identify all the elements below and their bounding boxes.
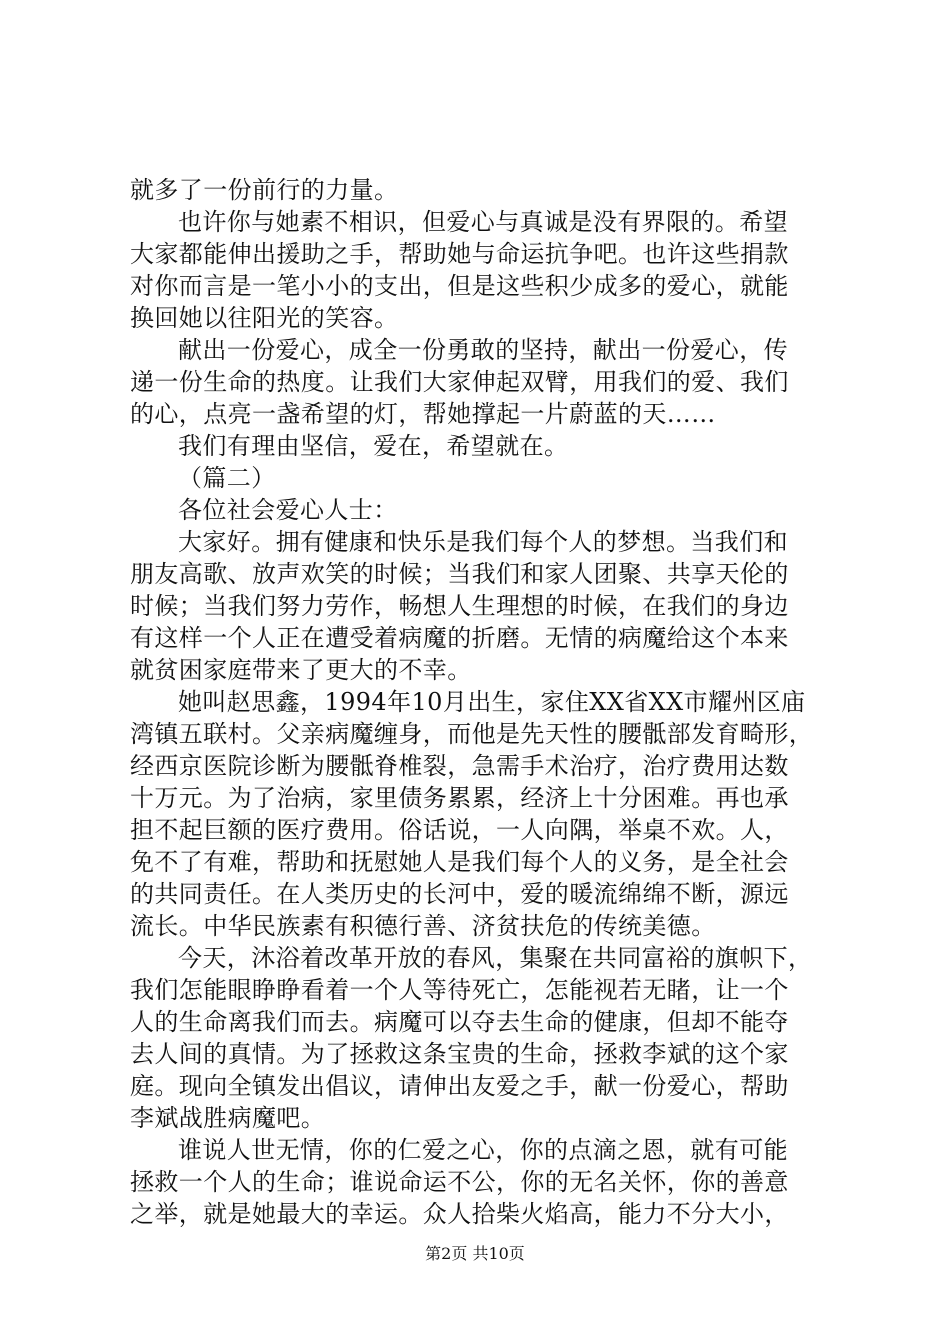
text-line: 我们怎能眼睁睁看着一个人等待死亡，怎能视若无睹，让一个	[130, 976, 789, 1004]
text-line: 湾镇五联村。父亲病魔缠身，而他是先天性的腰骶部发育畸形，	[130, 720, 814, 748]
text-line: 今天，沐浴着改革开放的春风，集聚在共同富裕的旗帜下，	[178, 944, 813, 972]
text-line: 去人间的真情。为了拯救这条宝贵的生命，拯救李斌的这个家	[130, 1040, 789, 1068]
text-line: 我们有理由坚信，爱在，希望就在。	[178, 432, 569, 460]
text-line: 时候；当我们努力劳作，畅想人生理想的时候，在我们的身边	[130, 592, 789, 620]
text-line: 的心，点亮一盏希望的灯，帮她撑起一片蔚蓝的天……	[130, 400, 716, 428]
text-line: 李斌战胜病魔吧。	[130, 1104, 326, 1132]
text-line: 的共同责任。在人类历史的长河中，爱的暖流绵绵不断，源远	[130, 880, 789, 908]
section-heading: （篇二）	[178, 464, 276, 492]
text-line: 换回她以往阳光的笑容。	[130, 304, 399, 332]
text-line: 之举，就是她最大的幸运。众人拾柴火焰高，能力不分大小，	[130, 1200, 789, 1228]
text-line: 有这样一个人正在遭受着病魔的折磨。无情的病魔给这个本来	[130, 624, 789, 652]
text-line: 谁说人世无情，你的仁爱之心，你的点滴之恩，就有可能	[178, 1136, 788, 1164]
text-line: 免不了有难，帮助和抚慰她人是我们每个人的义务，是全社会	[130, 848, 789, 876]
text-line: 大家好。拥有健康和快乐是我们每个人的梦想。当我们和	[178, 528, 788, 556]
text-line: 庭。现向全镇发出倡议，请伸出友爱之手，献一份爱心，帮助	[130, 1072, 789, 1100]
document-body	[130, 174, 832, 1230]
text-line: 对你而言是一笔小小的支出，但是这些积少成多的爱心，就能	[130, 272, 789, 300]
text-line: 也许你与她素不相识，但爱心与真诚是没有界限的。希望	[178, 208, 788, 236]
salutation: 各位社会爱心人士：	[178, 496, 398, 524]
text-line: 大家都能伸出援助之手，帮助她与命运抗争吧。也许这些捐款	[130, 240, 789, 268]
text-line: 递一份生命的热度。让我们大家伸起双臂，用我们的爱、我们	[130, 368, 789, 396]
text-line: 流长。中华民族素有积德行善、济贫扶危的传统美德。	[130, 912, 716, 940]
text-line: 十万元。为了治病，家里债务累累，经济上十分困难。再也承	[130, 784, 789, 812]
text-line: 人的生命离我们而去。病魔可以夺去生命的健康，但却不能夺	[130, 1008, 789, 1036]
text-line: 拯救一个人的生命；谁说命运不公，你的无名关怀，你的善意	[130, 1168, 789, 1196]
text-line: 就多了一份前行的力量。	[130, 176, 399, 204]
text-line: 献出一份爱心，成全一份勇敢的坚持，献出一份爱心，传	[178, 336, 788, 364]
text-line: 担不起巨额的医疗费用。俗话说，一人向隅，举桌不欢。人，	[130, 816, 789, 844]
text-line: 经西京医院诊断为腰骶脊椎裂，急需手术治疗，治疗费用达数	[130, 752, 789, 780]
text-line: 就贫困家庭带来了更大的不幸。	[130, 656, 472, 684]
page-number-footer: 第2页 共10页	[425, 1244, 525, 1263]
text-line: 朋友高歌、放声欢笑的时候；当我们和家人团聚、共享天伦的	[130, 560, 789, 588]
text-line: 她叫赵思鑫，1994年10月出生，家住XX省XX市耀州区庙	[178, 688, 806, 716]
